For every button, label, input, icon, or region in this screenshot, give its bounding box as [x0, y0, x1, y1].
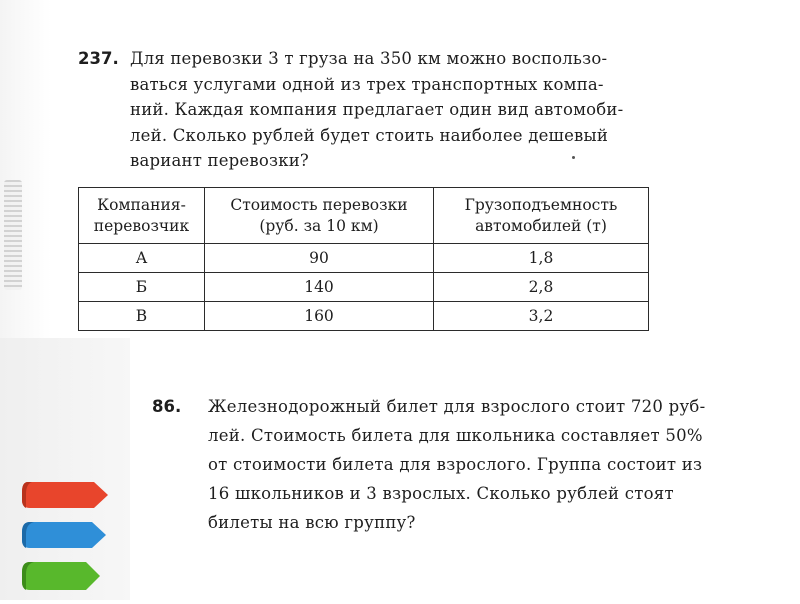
problem-number: 86.: [152, 397, 182, 416]
problem-237: [78, 46, 658, 174]
header-cell-company: [79, 188, 205, 244]
problem-text-line: от стоимости билета для взрослого. Группа состоит из: [208, 455, 703, 474]
table-cell: 3,2: [434, 302, 649, 331]
header-line: (руб. за 10 км): [259, 216, 379, 235]
problem-86: [152, 392, 782, 537]
table-cell: 140: [205, 273, 434, 302]
problem-text-line: ваться услугами одной из трех транспортных компа-: [130, 74, 604, 94]
ribbon-green: [22, 562, 100, 590]
table-row: [79, 302, 649, 331]
problem-number: 237.: [78, 49, 119, 68]
vertical-watermark-text: [4, 180, 22, 290]
table-cell: А: [79, 244, 205, 273]
table-cell: 1,8: [434, 244, 649, 273]
table-cell: В: [79, 302, 205, 331]
problem-text-line: вариант перевозки?: [130, 151, 309, 170]
problem-text-line: Для перевозки 3 т груза на 350 км можно воспользо-: [130, 49, 608, 68]
header-cell-cost: [205, 188, 434, 244]
table-cell: 160: [205, 302, 434, 331]
problem-text-line: Железнодорожный билет для взрослого стоит 720 руб-: [208, 397, 706, 416]
header-line: перевозчик: [93, 216, 190, 235]
problem-text-line: 16 школьников и 3 взрослых. Сколько рублей стоят: [208, 484, 674, 503]
table-cell: 2,8: [434, 273, 649, 302]
problem-text-line: ний. Каждая компания предлагает один вид автомоби-: [130, 100, 624, 119]
header-line: Компания-: [97, 195, 186, 214]
header-line: автомобилей (т): [475, 216, 607, 235]
header-line: Грузоподъемность: [464, 195, 618, 214]
ribbon-arrows-icon: [20, 470, 120, 600]
ribbon-blue: [22, 522, 106, 548]
table-header-row: [79, 188, 649, 244]
ribbon-red: [22, 482, 108, 508]
table-cell: 90: [205, 244, 434, 273]
table-row: [79, 273, 649, 302]
transport-table: [78, 187, 649, 331]
stray-dot: [572, 156, 575, 159]
table-row: [79, 244, 649, 273]
problem-text-line: билеты на всю группу?: [208, 513, 416, 532]
problem-text-line: лей. Сколько рублей будет стоить наиболее дешевый: [130, 125, 609, 145]
header-cell-capacity: [434, 188, 649, 244]
table-cell: Б: [79, 273, 205, 302]
problem-text-line: лей. Стоимость билета для школьника составляет 50%: [208, 426, 703, 445]
header-line: Стоимость перевозки: [230, 195, 408, 214]
